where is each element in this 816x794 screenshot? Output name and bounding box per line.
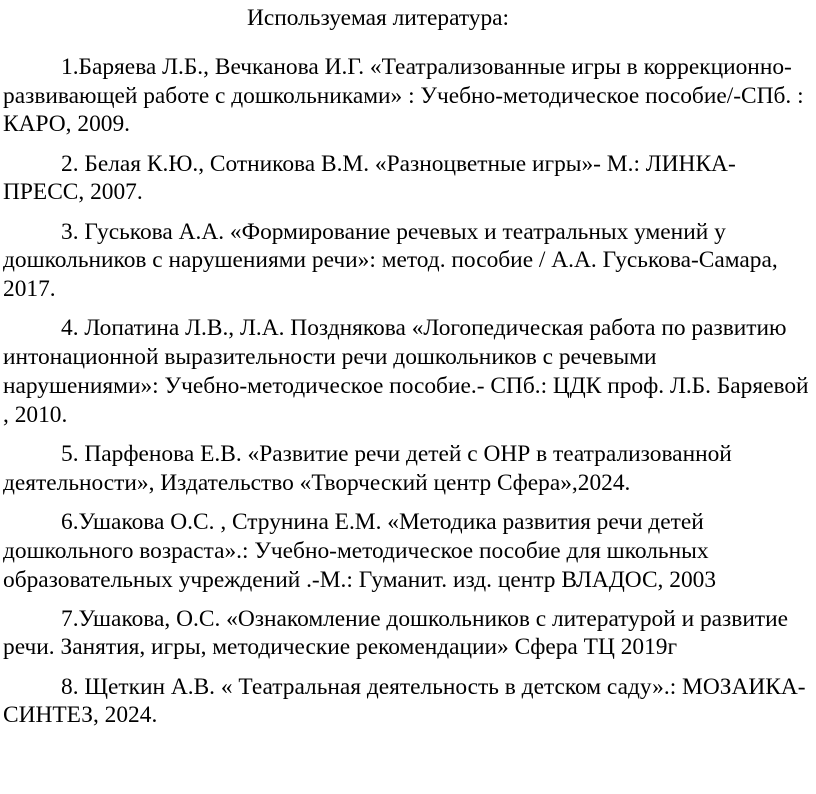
reference-item-2: 2. Белая К.Ю., Сотникова В.М. «Разноцветные игры»- М.: ЛИНКА-ПРЕСС, 2007. <box>3 150 736 206</box>
reference-item-4: 4. Лопатина Л.В., Л.А. Позднякова «Логопедическая работа по развитию интонационной выразительности речи дошкольников с речевыми нарушениями»: Учебно-методическое пособие.- СПб.: ЦДК проф. Л.Б. Баряевой , 2010. <box>3 315 809 428</box>
reference-item-5: 5. Парфенова Е.В. «Развитие речи детей с ОНР в театрализованной деятельности», Издательство «Творческий центр Сфера»,2024. <box>3 440 732 496</box>
reference-item-7: 7.Ушакова, О.С. «Ознакомление дошкольников с литературой и развитие речи. Занятия, игры, методические рекомендации» Сфера ТЦ 2019г <box>3 605 788 661</box>
reference-item-1: 1.Баряева Л.Б., Вечканова И.Г. «Театрализованные игры в коррекционно-развивающей работе с дошкольниками» : Учебно-методическое пособие/-СПб. : КАРО, 2009. <box>3 53 804 138</box>
reference-item-3: 3. Гуськова А.А. «Формирование речевых и театральных умений у дошкольников с нарушениями речи»: метод. пособие / А.А. Гуськова-Самара, 2017. <box>3 218 778 303</box>
reference-list <box>0 53 816 730</box>
reference-item-8: 8. Щеткин А.В. « Театральная деятельность в детском саду».: МОЗАИКА-СИНТЕЗ, 2024. <box>3 673 806 729</box>
page-title: Используемая литература: <box>246 5 510 31</box>
reference-item-6: 6.Ушакова О.С. , Струнина Е.М. «Методика развития речи детей дошкольного возраста».: Учебно-методическое пособие для школьных образовательных учреждений .-М.: Гуманит. изд. центр ВЛАДОС, 2003 <box>3 508 717 593</box>
